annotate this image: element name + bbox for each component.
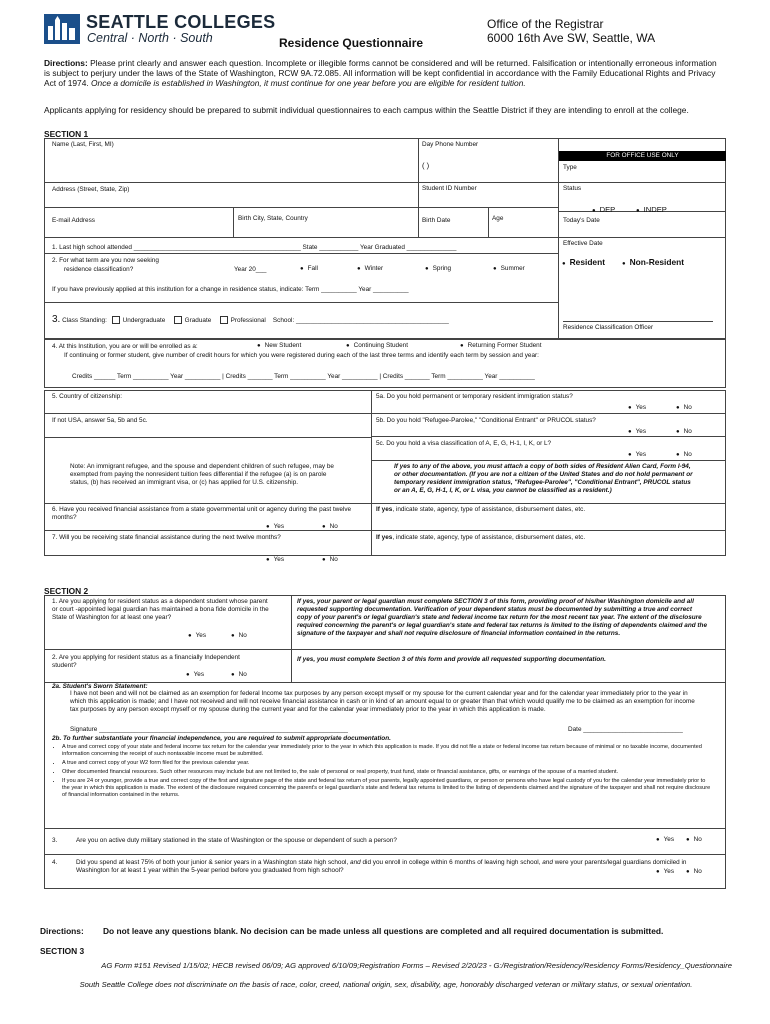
s2-q4-number: 4. <box>52 859 58 866</box>
professional-checkbox[interactable] <box>220 316 228 324</box>
directions-block <box>44 58 724 88</box>
s2-q2-yes-radio-icon: ● <box>186 672 190 678</box>
status-dep[interactable]: ● DEP <box>592 205 616 214</box>
s2-q1-no[interactable]: ● No <box>231 632 247 639</box>
new-student-radio-icon: ● <box>257 343 261 349</box>
doc-bullet: • A true and correct copy of your W2 form filed for the previous calendar year. <box>62 760 712 767</box>
credits-line: Credits ______ Term __________ Year __________ | Credits _______ Term __________ Year __________ | Credits _______ Term __________ Year __________ <box>72 373 535 380</box>
nondiscrimination-note: South Seattle College does not discriminate on the basis of race, color, creed, national origin, sex, disability, age, honorably discharged veteran or military status, or sexual orientation. <box>79 980 693 989</box>
q7-yes[interactable]: ● Yes <box>266 556 285 563</box>
q7-label: 7. Will you be receiving state financial assistance during the next twelve months? <box>52 534 281 541</box>
day-phone-field[interactable]: ( ) <box>422 161 430 170</box>
non-resident-radio-icon: ● <box>622 261 626 267</box>
email-label: E-mail Address <box>52 217 95 224</box>
undergraduate-checkbox[interactable] <box>112 316 120 324</box>
q5a-label: 5a. Do you hold permanent or temporary resident immigration status? <box>376 393 573 400</box>
seattle-colleges-logo-icon <box>44 14 80 44</box>
q3-class-standing: 3. Class Standing: Undergraduate Graduate Professional School: ___________________________________________ <box>52 314 449 325</box>
s2-q3-yes[interactable]: ● Yes <box>656 836 675 843</box>
directions-italic: Once a domicile is established in Washington, it must continue for one year before you are eligible for resident tuition. <box>91 78 526 88</box>
status-indep[interactable]: ● INDEP <box>636 205 667 214</box>
term-summer[interactable]: ● Summer <box>493 265 525 272</box>
directions-text: Please print clearly and answer each question. Incomplete or illegible forms cannot be considered and will be returned. Falsification or intentionally erroneous information is subject to perjury under the laws of the State of Washington, RCW 9A.72.085. All information will be kept confidential in accordance with the Family Educational Rights and Privacy Act of 1974. <box>44 58 717 88</box>
sworn-statement-text: I have not been and will not be claimed as an exemption for federal Income tax purposes by any person except myself or my spouse for the current calendar year and for the calendar year immediately prior to the year in which this application is made; and I have not received and will not receive financial assistance in cash or in kind of an amount equal to or greater than that which would qualify me to be claimed as an exemption for income tax purposes by any person except myself or my spouse during the current year and for the calendar year immediately prior to the year in which this application is made. <box>70 690 695 713</box>
q5c-yes[interactable]: ● Yes <box>628 451 647 458</box>
q5b-yes[interactable]: ● Yes <box>628 428 647 435</box>
form-title: Residence Questionnaire <box>279 36 424 50</box>
todays-date-label: Today's Date <box>563 217 600 224</box>
s2-q1-instructions: If yes, your parent or legal guardian must complete SECTION 3 of this form, providing proof of his/her Washington domicile and all requested supporting documentation. Verification of your dependent status must be documented by submitting a true and correct copy of your parent's or legal guardian's state and federal income tax return for the most recent tax year. The extent of the disclosure required concerning the parent's or legal guardian's state and federal tax returns is limited to the listing of dependents claimed and the signature of the taxpayer and shall not require disclosure of financial information contained in the returns. <box>297 598 707 637</box>
q5b-no-radio-icon: ● <box>676 429 680 435</box>
s2-q3-number: 3. <box>52 837 58 844</box>
s2-q1-yes[interactable]: ● Yes <box>188 632 207 639</box>
q6-yes-radio-icon: ● <box>266 524 270 530</box>
section-2b-label: 2b. To further substantiate your financial independence, you are required to submit appropriate documentation. <box>52 735 391 742</box>
q5a-yes[interactable]: ● Yes <box>628 404 647 411</box>
q5a-yes-radio-icon: ● <box>628 405 632 411</box>
signature-line[interactable]: Signature ______________________________________________________________________ <box>70 726 348 733</box>
section1-title: SECTION 1 <box>44 129 89 139</box>
sworn-statement-label: 2a. Student's Sworn Statement: <box>52 683 148 690</box>
not-usa-note: If not USA, answer 5a, 5b and 5c. <box>52 417 148 424</box>
s2-q2-no-radio-icon: ● <box>231 672 235 678</box>
q6-label: 6. Have you received financial assistance from a state governmental unit or agency during the past twelve months? <box>52 506 352 521</box>
s2-q4-yes[interactable]: ● Yes <box>656 868 675 875</box>
s2-q4-no-radio-icon: ● <box>686 869 690 875</box>
q2-label-a: 2. For what term are you now seeking <box>52 257 159 264</box>
q5c-label: 5c. Do you hold a visa classification of A, E, G, H-1, I, K, or L? <box>376 440 552 447</box>
q6-if-yes: If yes, indicate state, agency, type of assistance, disbursement dates, etc. <box>376 506 586 513</box>
q5a-no[interactable]: ● No <box>676 404 692 411</box>
s2-q2-yes[interactable]: ● Yes <box>186 671 205 678</box>
q5b-yes-radio-icon: ● <box>628 429 632 435</box>
q5a-no-radio-icon: ● <box>676 405 680 411</box>
s2-q1-no-radio-icon: ● <box>231 633 235 639</box>
term-spring[interactable]: ● Spring <box>425 265 452 272</box>
address-label: Address (Street, State, Zip) <box>52 186 130 193</box>
q4-continuing[interactable]: ● Continuing Student <box>346 342 408 349</box>
type-label: Type <box>563 164 577 171</box>
s2-q4-label: Did you spend at least 75% of both your junior & senior years in a Washington state high school, and did you enroll in college within 6 months of leaving high school, and were your parents/legal guardians domiciled in Washington for at least 1 year within the 5-year period before you graduated from high school? <box>76 859 687 874</box>
q5c-yes-radio-icon: ● <box>628 452 632 458</box>
doc-bullet: • Other documented financial resources. Such other resources may include but are not limited to, the sale of personal or real property, trust fund, state or financial assistance, gifts, or earnings of the spouse of a married student. <box>62 769 712 776</box>
q7-no[interactable]: ● No <box>322 556 338 563</box>
birth-date-label: Birth Date <box>422 217 451 224</box>
footer-directions-text: Do not leave any questions blank. No decision can be made unless all questions are completed and all required documentation is submitted. <box>103 926 664 936</box>
refugee-note: Note: An immigrant refugee, and the spouse and dependent children of such refugee, may be exempted from paying the nonresident tuition fees differential if the refugee (a) is on parole status, (b) has received an immigrant visa, or (c) has applied for U.S. citizenship. <box>70 463 334 486</box>
q6-no-radio-icon: ● <box>322 524 326 530</box>
office-line-1: Office of the Registrar <box>487 17 604 31</box>
office-use-header: FOR OFFICE USE ONLY <box>559 151 726 161</box>
logo-name: SEATTLE COLLEGES <box>86 12 276 32</box>
s2-q3-no[interactable]: ● No <box>686 836 702 843</box>
graduate-checkbox[interactable] <box>174 316 182 324</box>
prev-applied: If you have previously applied at this institution for a change in residence status, indicate: Term __________ Year __________ <box>52 286 409 293</box>
footer-directions-label: Directions: <box>40 926 84 936</box>
q2-label-b: residence classification? <box>64 266 134 273</box>
birth-city-label: Birth City, State, Country <box>238 215 308 222</box>
section1-frame <box>44 138 726 339</box>
year-20-field[interactable]: Year 20___ <box>234 266 267 273</box>
dep-radio-icon: ● <box>592 208 596 214</box>
q5c-no-radio-icon: ● <box>676 452 680 458</box>
s2-q1-label: 1. Are you applying for resident status as a dependent student whose parent or court -appointed legal guardian has maintained a bona fide domicile in the State of Washington for at least one year? <box>52 598 269 621</box>
doc-bullet: • If you are 24 or younger, provide a true and correct copy of the first and signature page of the state and federal tax return of your parents, legally appointed guardians, or person or persons who have legal custody of you for the calendar year immediately prior to the year in which this application is made. The extent of the disclosure required concerning the parent's or legal guardian's state and federal tax returns is limited to the listing of dependents claimed and the signature of the taxpayer and shall not require disclosure of financial information contained in the returns. <box>62 778 712 799</box>
s2-q3-no-radio-icon: ● <box>686 837 690 843</box>
rco-label: Residence Classification Officer <box>563 324 654 331</box>
term-fall[interactable]: ● Fall <box>300 265 318 272</box>
q4-returning[interactable]: ● Returning Former Student <box>460 342 542 349</box>
s2-q3-yes-radio-icon: ● <box>656 837 660 843</box>
q7-yes-radio-icon: ● <box>266 557 270 563</box>
winter-radio-icon: ● <box>357 266 361 272</box>
q4-new-student[interactable]: ● New Student <box>257 342 302 349</box>
q1-high-school: 1. Last high school attended _______________________________________________ State ___________ Year Graduated ______________ <box>52 244 457 251</box>
applicants-note: Applicants applying for residency should be prepared to submit individual questionnaires to each campus within the Seattle District if they are intending to enroll at the college. <box>44 105 689 115</box>
q5b-no[interactable]: ● No <box>676 428 692 435</box>
spring-radio-icon: ● <box>425 266 429 272</box>
status-label: Status <box>563 185 582 192</box>
q7-no-radio-icon: ● <box>322 557 326 563</box>
non-resident-option[interactable]: ● Non-Resident <box>622 257 685 267</box>
revision-note: AG Form #151 Revised 1/15/02; HECB revised 06/09; AG approved 6/10/09;Registration Forms – Revised 2/20/23 - G:/Registration/Residency/Residency Forms/Residency_Questionnaire <box>101 961 732 970</box>
returning-radio-icon: ● <box>460 343 464 349</box>
q5c-no[interactable]: ● No <box>676 451 692 458</box>
q6-no[interactable]: ● No <box>322 523 338 530</box>
q5-label: 5. Country of citizenship: <box>52 393 122 400</box>
fall-radio-icon: ● <box>300 266 304 272</box>
section3-title: SECTION 3 <box>40 946 85 956</box>
s2-q2-no[interactable]: ● No <box>231 671 247 678</box>
section2-title: SECTION 2 <box>44 586 89 596</box>
q6-yes[interactable]: ● Yes <box>266 523 285 530</box>
effective-date-label: Effective Date <box>563 240 603 247</box>
q4-label: 4. At this Institution, you are or will be enrolled as a: <box>52 343 198 350</box>
summer-radio-icon: ● <box>493 266 497 272</box>
logo-subtitle: Central · North · South <box>87 31 213 45</box>
term-winter[interactable]: ● Winter <box>357 265 384 272</box>
doc-bullet: • A true and correct copy of your state and federal income tax return for the calendar year immediately prior to the year in which this application is made. If you did not file a state or federal income tax return because of minimal or no taxable income, documented information concerning the receipt of such nontaxable income must be submitted. <box>62 744 712 758</box>
resident-radio-icon: ● <box>562 261 566 267</box>
s2-q4-yes-radio-icon: ● <box>656 869 660 875</box>
resident-option[interactable]: ● Resident <box>562 257 605 267</box>
student-id-label: Student ID Number <box>422 185 477 192</box>
s2-q3-label: Are you on active duty military stationed in the state of Washington or the spouse or dependent of such a person? <box>76 837 397 844</box>
date-line[interactable]: Date ____________________________ <box>568 726 683 733</box>
q7-if-yes: If yes, indicate state, agency, type of assistance, disbursement dates, etc. <box>376 534 586 541</box>
name-label: Name (Last, First, MI) <box>52 141 114 148</box>
q4-continuing-note: If continuing or former student, give number of credit hours for which you were registered during each of the last three terms and identify each term by session and year: <box>64 352 539 359</box>
s2-q1-yes-radio-icon: ● <box>188 633 192 639</box>
s2-q2-instructions: If yes, you must complete Section 3 of this form and provide all requested supporting documentation. <box>297 656 606 663</box>
documentation-list <box>52 744 712 801</box>
directions-label: Directions: <box>44 58 88 68</box>
day-phone-label: Day Phone Number <box>422 141 479 148</box>
age-label: Age <box>492 215 504 222</box>
s2-q2-label: 2. Are you applying for resident status as a financially Independent student? <box>52 654 240 669</box>
office-line-2: 6000 16th Ave SW, Seattle, WA <box>487 31 656 45</box>
if-yes-above-note: If yes to any of the above, you must attach a copy of both sides of Resident Alien Card, Form I-94, or other documentation. (If you are not a citizen of the United States and do not hold permanent or temporary resident immigration status, "Refugee-Parolee", "Conditional Entrant", PRUCOL status or an A, E, G, H-1, I, K, or L visa, you cannot be classified as a resident.) <box>394 463 693 494</box>
s2-q4-no[interactable]: ● No <box>686 868 702 875</box>
continuing-radio-icon: ● <box>346 343 350 349</box>
indep-radio-icon: ● <box>636 208 640 214</box>
q5b-label: 5b. Do you hold "Refugee-Parolee," "Conditional Entrant" or PRUCOL status? <box>376 417 596 424</box>
